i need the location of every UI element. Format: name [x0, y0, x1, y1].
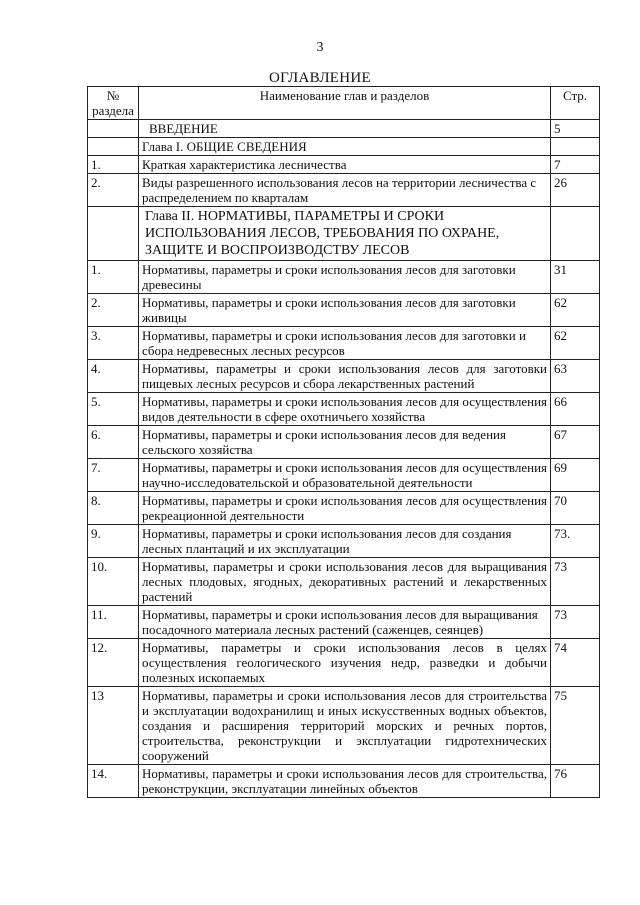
toc-body	[88, 120, 600, 798]
row-title: Глава II. НОРМАТИВЫ, ПАРАМЕТРЫ И СРОКИ ИСПОЛЬЗОВАНИЯ ЛЕСОВ, ТРЕБОВАНИЯ ПО ОХРАНЕ, ЗАЩИТЕ И ВОСПРОИЗВОДСТВУ ЛЕСОВ	[139, 207, 551, 261]
toc-row-chapter-1	[88, 138, 600, 156]
row-page: 73	[551, 606, 600, 639]
toc-row	[88, 156, 600, 174]
row-page: 26	[551, 174, 600, 207]
row-page: 69	[551, 459, 600, 492]
row-title: Нормативы, параметры и сроки использования лесов для заготовки древесины	[139, 261, 551, 294]
row-page: 62	[551, 294, 600, 327]
toc-row	[88, 765, 600, 798]
header-page: Стр.	[551, 87, 600, 120]
row-number: 12.	[88, 639, 139, 687]
row-title: Нормативы, параметры и сроки использования лесов для строительства, реконструкции, эксплуатации линейных объектов	[139, 765, 551, 798]
toc-row	[88, 492, 600, 525]
row-number: 2.	[88, 294, 139, 327]
row-page: 62	[551, 327, 600, 360]
row-page: 75	[551, 687, 600, 765]
row-page: 73.	[551, 525, 600, 558]
row-number: 1.	[88, 156, 139, 174]
row-page: 70	[551, 492, 600, 525]
row-number	[88, 138, 139, 156]
toc-row-introduction	[88, 120, 600, 138]
row-page	[551, 207, 600, 261]
row-page: 73	[551, 558, 600, 606]
row-number: 3.	[88, 327, 139, 360]
row-number: 13	[88, 687, 139, 765]
row-title: Нормативы, параметры и сроки использования лесов в целях осуществления геологического изучения недр, разведки и добычи полезных ископаемых	[139, 639, 551, 687]
toc-row-chapter-2	[88, 207, 600, 261]
row-page	[551, 138, 600, 156]
row-page: 31	[551, 261, 600, 294]
row-number: 11.	[88, 606, 139, 639]
header-section-name: Наименование глав и разделов	[139, 87, 551, 120]
toc-row	[88, 174, 600, 207]
toc-row	[88, 606, 600, 639]
row-number: 8.	[88, 492, 139, 525]
row-title: Глава I. ОБЩИЕ СВЕДЕНИЯ	[139, 138, 551, 156]
header-section-number: № раздела	[88, 87, 139, 120]
toc-row	[88, 525, 600, 558]
row-page: 7	[551, 156, 600, 174]
row-title: Нормативы, параметры и сроки использования лесов для заготовки пищевых лесных ресурсов и сбора лекарственных растений	[139, 360, 551, 393]
row-number	[88, 207, 139, 261]
row-title: Нормативы, параметры и сроки использования лесов для выращивания посадочного материала лесных растений (саженцев, сеянцев)	[139, 606, 551, 639]
row-number: 6.	[88, 426, 139, 459]
header-row	[88, 87, 600, 120]
page-number: 3	[316, 40, 324, 55]
row-title: Нормативы, параметры и сроки использования лесов для осуществления рекреационной деятельности	[139, 492, 551, 525]
row-page: 63	[551, 360, 600, 393]
row-number: 9.	[88, 525, 139, 558]
row-title: Краткая характеристика лесничества	[139, 156, 551, 174]
row-title: Виды разрешенного использования лесов на территории лесничества с распределением по кварталам	[139, 174, 551, 207]
table-of-contents	[87, 86, 600, 798]
row-title: Нормативы, параметры и сроки использования лесов для ведения сельского хозяйства	[139, 426, 551, 459]
toc-row	[88, 426, 600, 459]
row-title: Нормативы, параметры и сроки использования лесов для выращивания лесных плодовых, ягодных, декоративных растений и лекарственных растений	[139, 558, 551, 606]
toc-row	[88, 393, 600, 426]
toc-row	[88, 327, 600, 360]
row-number: 14.	[88, 765, 139, 798]
row-number: 1.	[88, 261, 139, 294]
row-title: Нормативы, параметры и сроки использования лесов для осуществления видов деятельности в сфере охотничьего хозяйства	[139, 393, 551, 426]
row-number: 10.	[88, 558, 139, 606]
row-page: 66	[551, 393, 600, 426]
row-title: Нормативы, параметры и сроки использования лесов для строительства и эксплуатации водохранилищ и иных искусственных водных объектов, создания и расширения территорий морских и речных портов, строительства, реконструкции и эксплуатации гидротехнических сооружений	[139, 687, 551, 765]
row-title: Нормативы, параметры и сроки использования лесов для заготовки живицы	[139, 294, 551, 327]
toc-row	[88, 459, 600, 492]
toc-row	[88, 360, 600, 393]
toc-row	[88, 261, 600, 294]
row-title: ВВЕДЕНИЕ	[139, 120, 551, 138]
toc-row	[88, 687, 600, 765]
row-page: 67	[551, 426, 600, 459]
row-title: Нормативы, параметры и сроки использования лесов для создания лесных плантаций и их эксплуатации	[139, 525, 551, 558]
document-title: ОГЛАВЛЕНИЕ	[269, 70, 371, 86]
toc-row	[88, 294, 600, 327]
row-number: 2.	[88, 174, 139, 207]
row-number	[88, 120, 139, 138]
row-page: 5	[551, 120, 600, 138]
toc-row	[88, 639, 600, 687]
row-page: 74	[551, 639, 600, 687]
row-number: 5.	[88, 393, 139, 426]
toc-row	[88, 558, 600, 606]
row-number: 7.	[88, 459, 139, 492]
row-title: Нормативы, параметры и сроки использования лесов для осуществления научно-исследовательской и образовательной деятельности	[139, 459, 551, 492]
row-title: Нормативы, параметры и сроки использования лесов для заготовки и сбора недревесных лесных ресурсов	[139, 327, 551, 360]
row-page: 76	[551, 765, 600, 798]
row-number: 4.	[88, 360, 139, 393]
